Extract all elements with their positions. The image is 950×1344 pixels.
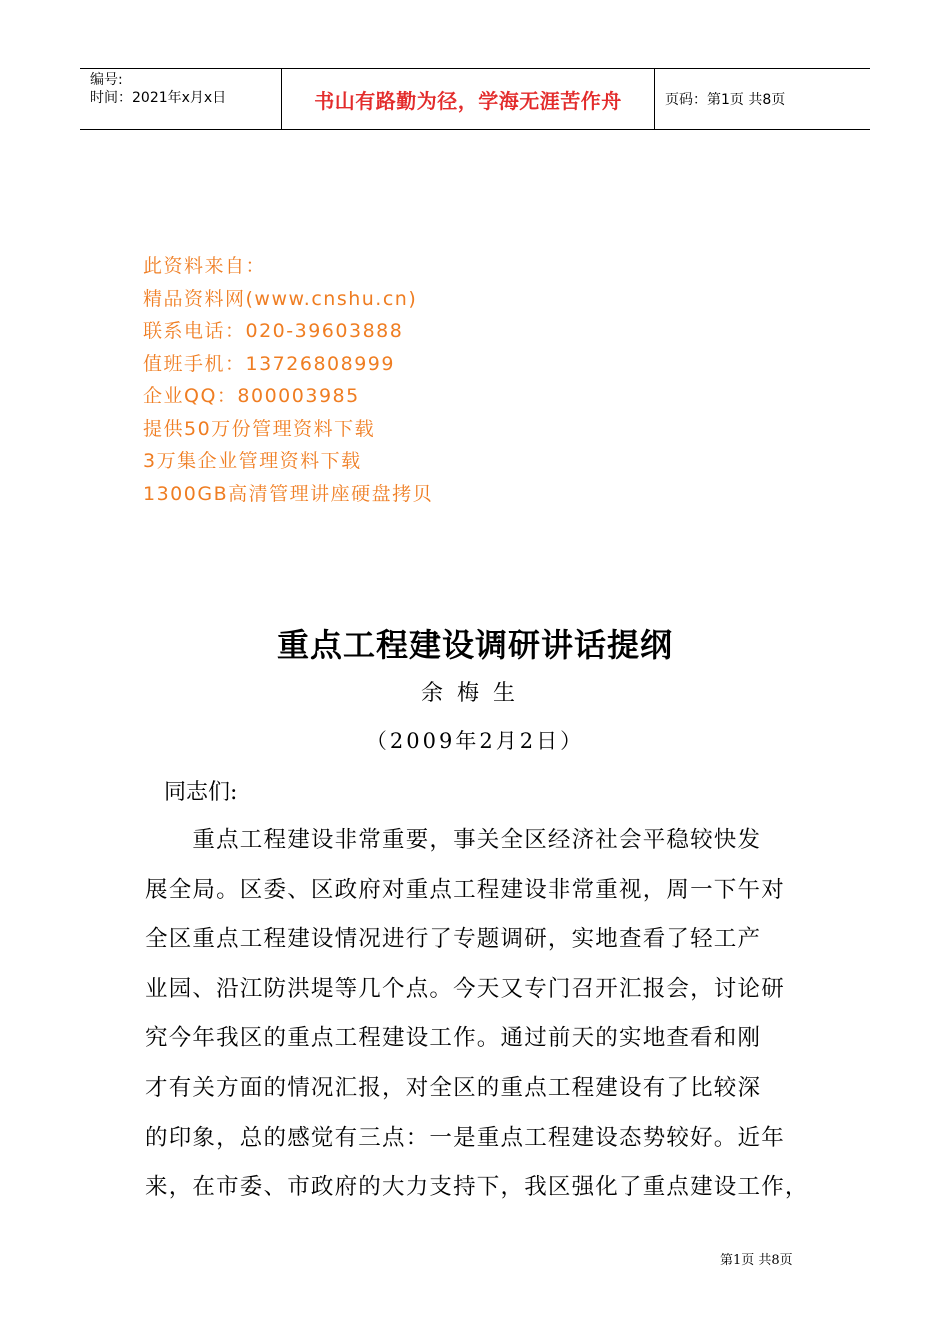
header-motto: 书山有路勤为径，学海无涯苦作舟 (282, 69, 655, 129)
page-footer: 第1页 共8页 (720, 1253, 793, 1268)
body-line: 才有关方面的情况汇报，对全区的重点工程建设有了比较深 (145, 1074, 762, 1101)
body-line: 业园、沿江防洪堤等几个点。今天又专门召开汇报会，讨论研 (145, 975, 785, 1002)
document-title: 重点工程建设调研讲话提纲 (276, 626, 673, 664)
body-line: 来，在市委、市政府的大力支持下，我区强化了重点建设工作， (145, 1174, 809, 1201)
promo-line: 企业QQ：800003985 (143, 385, 360, 407)
document-author: 余梅生 (420, 681, 529, 706)
document-date: （2009年2月2日） (365, 729, 585, 753)
promo-line: 值班手机：13726808999 (143, 352, 395, 375)
promo-line: 联系电话：020-39603888 (143, 320, 404, 342)
promo-line: 此资料来自： (143, 255, 267, 277)
promo-line: 1300GB高清管理讲座硬盘拷贝 (143, 482, 434, 505)
header-page-label: 页码：第1页 共8页 (665, 92, 786, 108)
salutation: 同志们: (164, 780, 238, 805)
promo-line: 精品资料网(www.cnshu.cn) (143, 287, 418, 310)
body-line: 展全局。区委、区政府对重点工程建设非常重视，周一下午对 (145, 876, 785, 903)
body-line: 全区重点工程建设情况进行了专题调研，实地查看了轻工产 (145, 926, 762, 953)
promo-block (143, 250, 433, 510)
time-label: 时间：2021年x月x日 (90, 90, 227, 106)
body-line: 究今年我区的重点工程建设工作。通过前天的实地查看和刚 (145, 1025, 762, 1052)
promo-line: 3万集企业管理资料下载 (143, 450, 362, 472)
body-paragraph (145, 816, 825, 1213)
body-line: 重点工程建设非常重要，事关全区经济社会平稳较快发 (145, 827, 762, 853)
number-label: 编号: (90, 72, 123, 88)
promo-line: 提供50万份管理资料下载 (143, 417, 376, 440)
document-header (80, 68, 870, 130)
header-meta-cell (80, 69, 282, 129)
body-line: 的印象，总的感觉有三点：一是重点工程建设态势较好。近年 (145, 1124, 785, 1151)
